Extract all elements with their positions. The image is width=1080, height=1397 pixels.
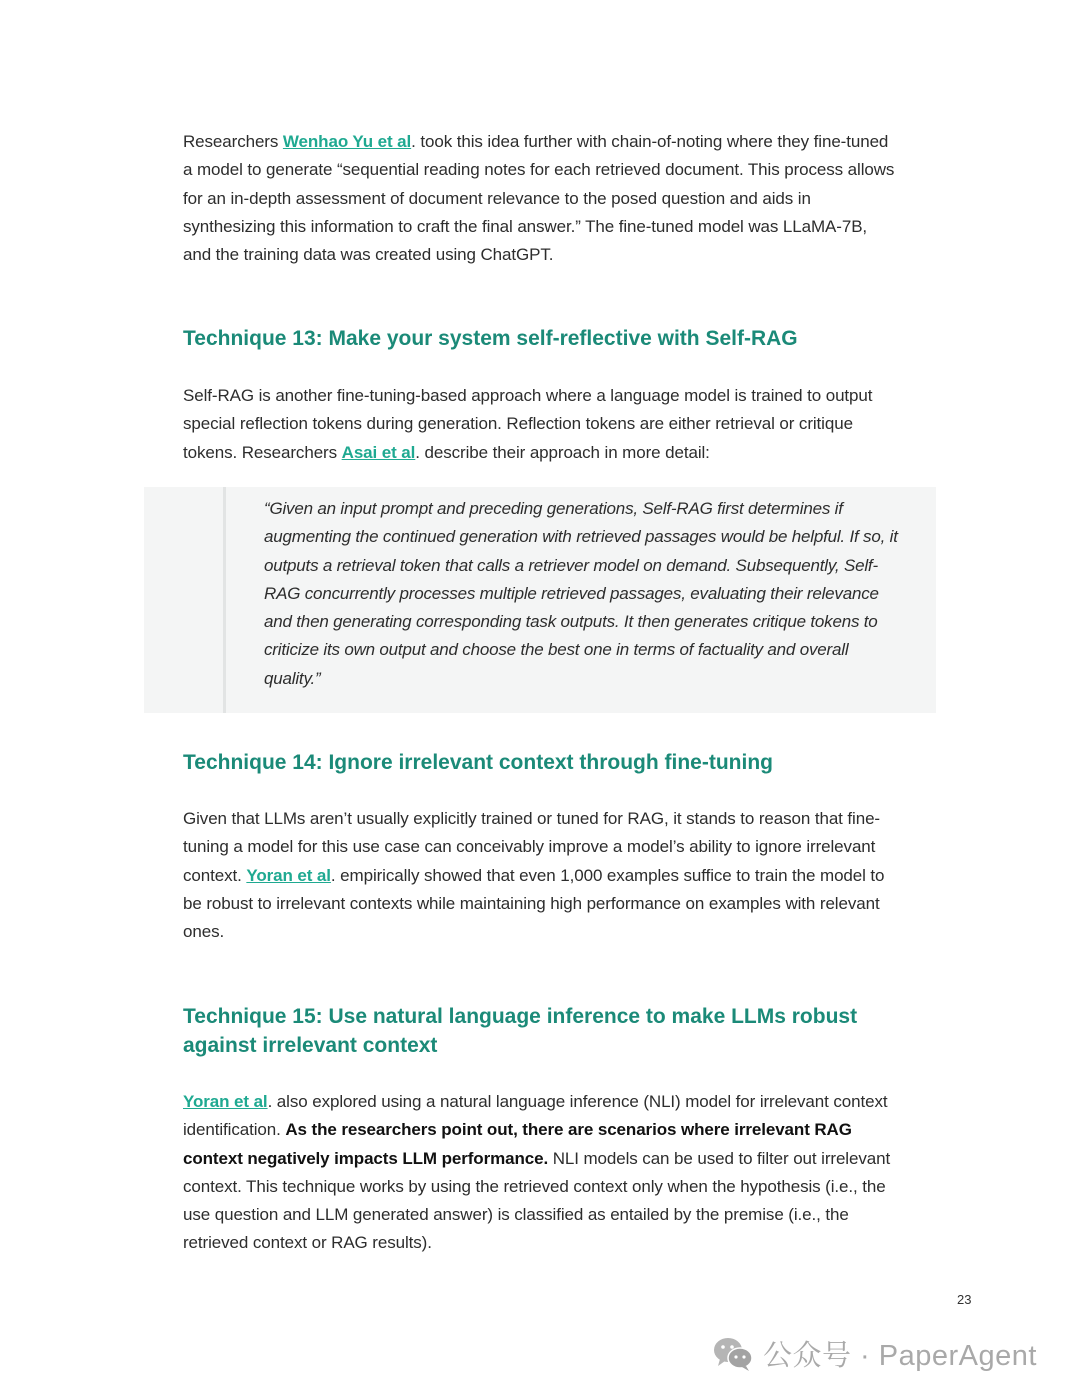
t13-text: Self-RAG is another fine-tuning-based approach where a language model is trained to output special reflection tokens during generation. Reflection tokens are either retrieval or critique tokens. Researchers xyxy=(183,386,873,462)
t15-text1: . also explored using a natural language inference (NLI) model for irrelevant context identification. xyxy=(183,1092,888,1140)
t15-bold-text: As the researchers point out, there are scenarios where irrelevant RAG context negatively impacts LLM performance. xyxy=(183,1120,852,1168)
asai-link[interactable]: Asai et al xyxy=(341,442,416,462)
intro-prefix: Researchers xyxy=(183,132,283,151)
t13-suffix: . describe their approach in more detail: xyxy=(415,442,710,462)
intro-text: . took this idea further with chain-of-noting where they fine-tuned a model to generate “sequential reading notes for each retrieved document. This process allows for an in-depth assessment of document relevance to the posed question and aids in synthesizing this information to craft the final answer.” The fine-tuned model was LLaMA-7B, and the training data was created using ChatGPT. xyxy=(183,132,895,265)
blockquote xyxy=(144,487,936,713)
t15-text2: NLI models can be used to filter out irrelevant context. This technique works by using the retrieved context only when the hypothesis (i.e., the use question and LLM generated answer) is classified as entailed by the premise (i.e., the retrieved context or RAG results). xyxy=(183,1148,891,1253)
blockquote-bar xyxy=(223,487,226,713)
technique-15-heading: Technique 15: Use natural language inference to make LLMs robust against irrelevant context xyxy=(183,1005,858,1057)
technique-14-heading: Technique 14: Ignore irrelevant context through fine-tuning xyxy=(183,751,773,774)
technique-13-heading: Technique 13: Make your system self-reflective with Self-RAG xyxy=(183,327,798,350)
yoran-link-1[interactable]: Yoran et al xyxy=(246,865,331,885)
blockquote-text: “Given an input prompt and preceding generations, Self-RAG first determines if augmenting the continued generation with retrieved passages would be helpful. If so, it outputs a retrieval token that calls a retriever model on demand. Subsequently, Self-RAG concurrently processes multiple retrieved passages, evaluating their relevance and then generating corresponding task outputs. It then generates critique tokens to criticize its own output and choose the best one in terms of factuality and overall quality.” xyxy=(264,499,898,688)
technique-13-paragraph xyxy=(183,382,898,467)
yoran-link-2[interactable]: Yoran et al xyxy=(183,1092,268,1111)
watermark-text: 公众号 · PaperAgent xyxy=(763,1340,1037,1372)
page-number: 23 xyxy=(957,1292,972,1307)
intro-paragraph xyxy=(183,128,898,269)
technique-14-paragraph xyxy=(183,805,898,946)
wenhao-yu-link[interactable]: Wenhao Yu et al xyxy=(282,132,412,151)
t14-text: Given that LLMs aren’t usually explicitly trained or tuned for RAG, it stands to reason that fine-tuning a model for this use case can conceivably improve a model’s ability to ignore irrelevant context. xyxy=(183,809,880,885)
wechat-icon xyxy=(713,1336,755,1372)
watermark xyxy=(713,1333,1037,1374)
t14-suffix: . empirically showed that even 1,000 examples suffice to train the model to be robust to irrelevant contexts while maintaining high performance on examples with relevant ones. xyxy=(183,865,885,942)
technique-15-paragraph xyxy=(183,1088,898,1258)
